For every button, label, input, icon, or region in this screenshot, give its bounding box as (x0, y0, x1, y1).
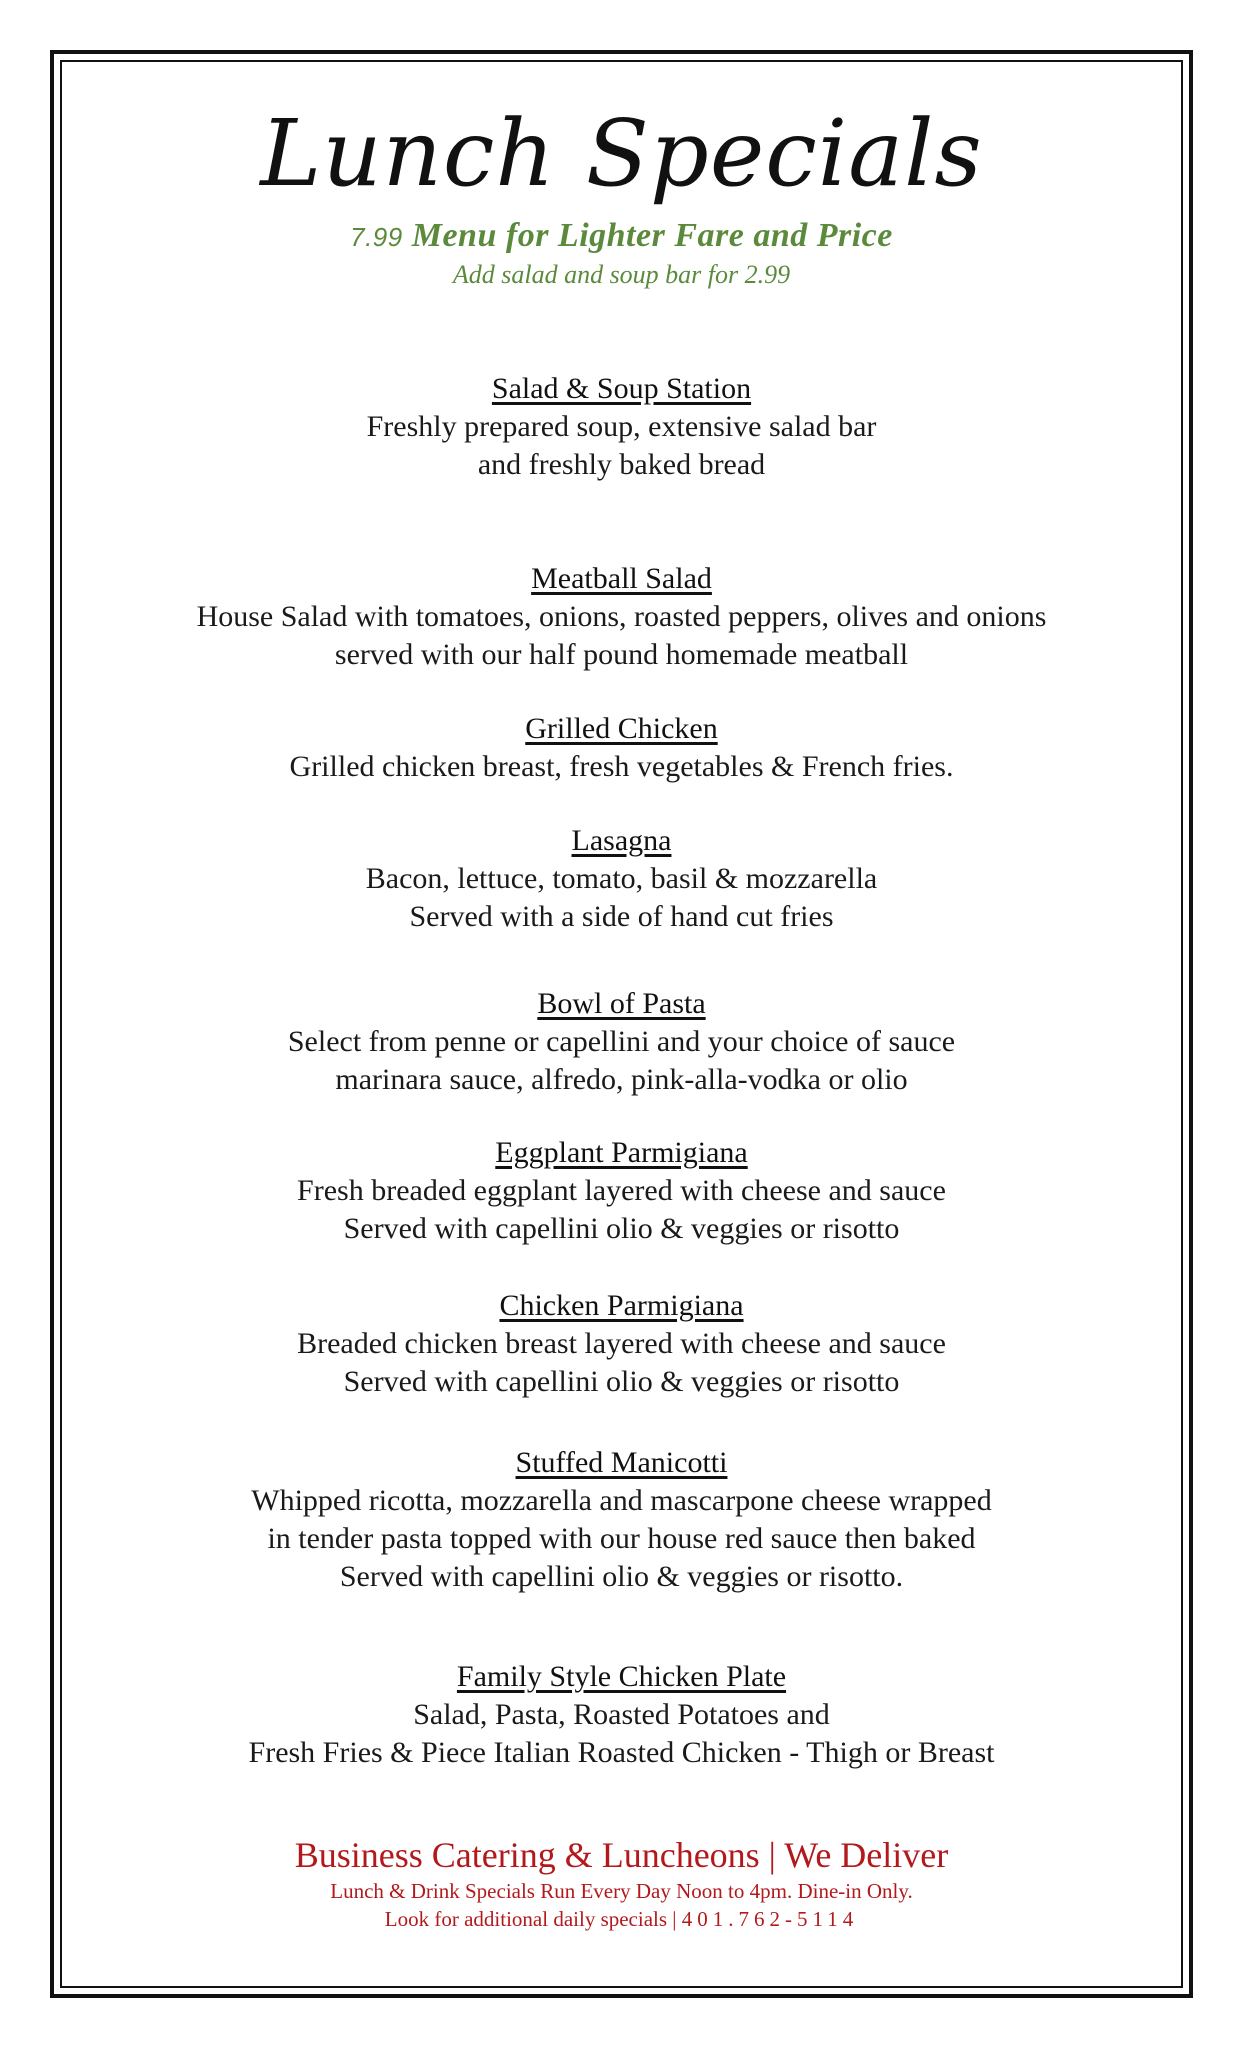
item-desc-line: served with our half pound homemade meatball (334, 638, 909, 671)
menu-item (60, 822, 1183, 936)
item-desc-line: marinara sauce, alfredo, pink-alla-vodka or olio (335, 1063, 908, 1096)
footer-specials (60, 1905, 1183, 1933)
item-name: Family Style Chicken Plate (456, 1660, 787, 1693)
footer (60, 1833, 1183, 1933)
footer-phone: 401.762-5114 (681, 1907, 859, 1931)
item-desc-line: Grilled chicken breast, fresh vegetables & French fries. (289, 750, 954, 783)
menu-subtitle (60, 217, 1183, 255)
item-desc-line: Breaded chicken breast layered with cheese and sauce (297, 1327, 946, 1360)
item-desc-line: in tender pasta topped with our house red sauce then baked (267, 1522, 976, 1555)
item-name: Meatball Salad (531, 562, 712, 595)
item-name: Bowl of Pasta (537, 987, 706, 1020)
item-name: Salad & Soup Station (491, 372, 752, 405)
item-desc-line: Salad, Pasta, Roasted Potatoes and (413, 1698, 830, 1731)
footer-specials-text: Look for additional daily specials | (384, 1907, 677, 1931)
menu-subtitle-addon: Add salad and soup bar for 2.99 (452, 260, 791, 289)
item-desc-line: Freshly prepared soup, extensive salad bar (366, 410, 877, 443)
item-name: Stuffed Manicotti (515, 1446, 728, 1479)
item-name: Lasagna (571, 824, 672, 857)
menu-item (60, 1287, 1183, 1401)
menu-title: Lunch Specials (260, 100, 983, 207)
subtitle-text: Menu for Lighter Fare and Price (411, 217, 893, 254)
item-name: Grilled Chicken (525, 712, 718, 745)
item-desc-line: Served with a side of hand cut fries (409, 900, 834, 933)
item-desc-line: Fresh Fries & Piece Italian Roasted Chicken - Thigh or Breast (248, 1736, 995, 1769)
item-name: Chicken Parmigiana (499, 1289, 744, 1322)
menu-item (60, 560, 1183, 674)
item-name: Eggplant Parmigiana (495, 1136, 748, 1169)
item-desc-line: and freshly baked bread (477, 448, 766, 481)
menu-item (60, 710, 1183, 786)
item-desc-line: Served with capellini olio & veggies or risotto (343, 1365, 900, 1398)
footer-hours: Lunch & Drink Specials Run Every Day Noon to 4pm. Dine-in Only. (330, 1879, 913, 1903)
menu-item (60, 1658, 1183, 1772)
item-desc-line: Bacon, lettuce, tomato, basil & mozzarella (365, 862, 878, 895)
menu-item (60, 370, 1183, 484)
menu-item (60, 1134, 1183, 1248)
item-desc-line: Fresh breaded eggplant layered with cheese and sauce (297, 1174, 946, 1207)
subtitle-price: 7.99 (350, 222, 403, 252)
item-desc-line: Served with capellini olio & veggies or risotto (343, 1212, 900, 1245)
item-desc-line: House Salad with tomatoes, onions, roasted peppers, olives and onions (196, 600, 1047, 633)
menu-item (60, 985, 1183, 1099)
item-desc-line: Select from penne or capellini and your choice of sauce (287, 1025, 956, 1058)
footer-catering: Business Catering & Luncheons | We Deliver (294, 1835, 949, 1875)
menu-item (60, 1444, 1183, 1596)
item-desc-line: Whipped ricotta, mozzarella and mascarpone cheese wrapped (251, 1484, 992, 1517)
item-desc-line: Served with capellini olio & veggies or risotto. (339, 1560, 904, 1593)
